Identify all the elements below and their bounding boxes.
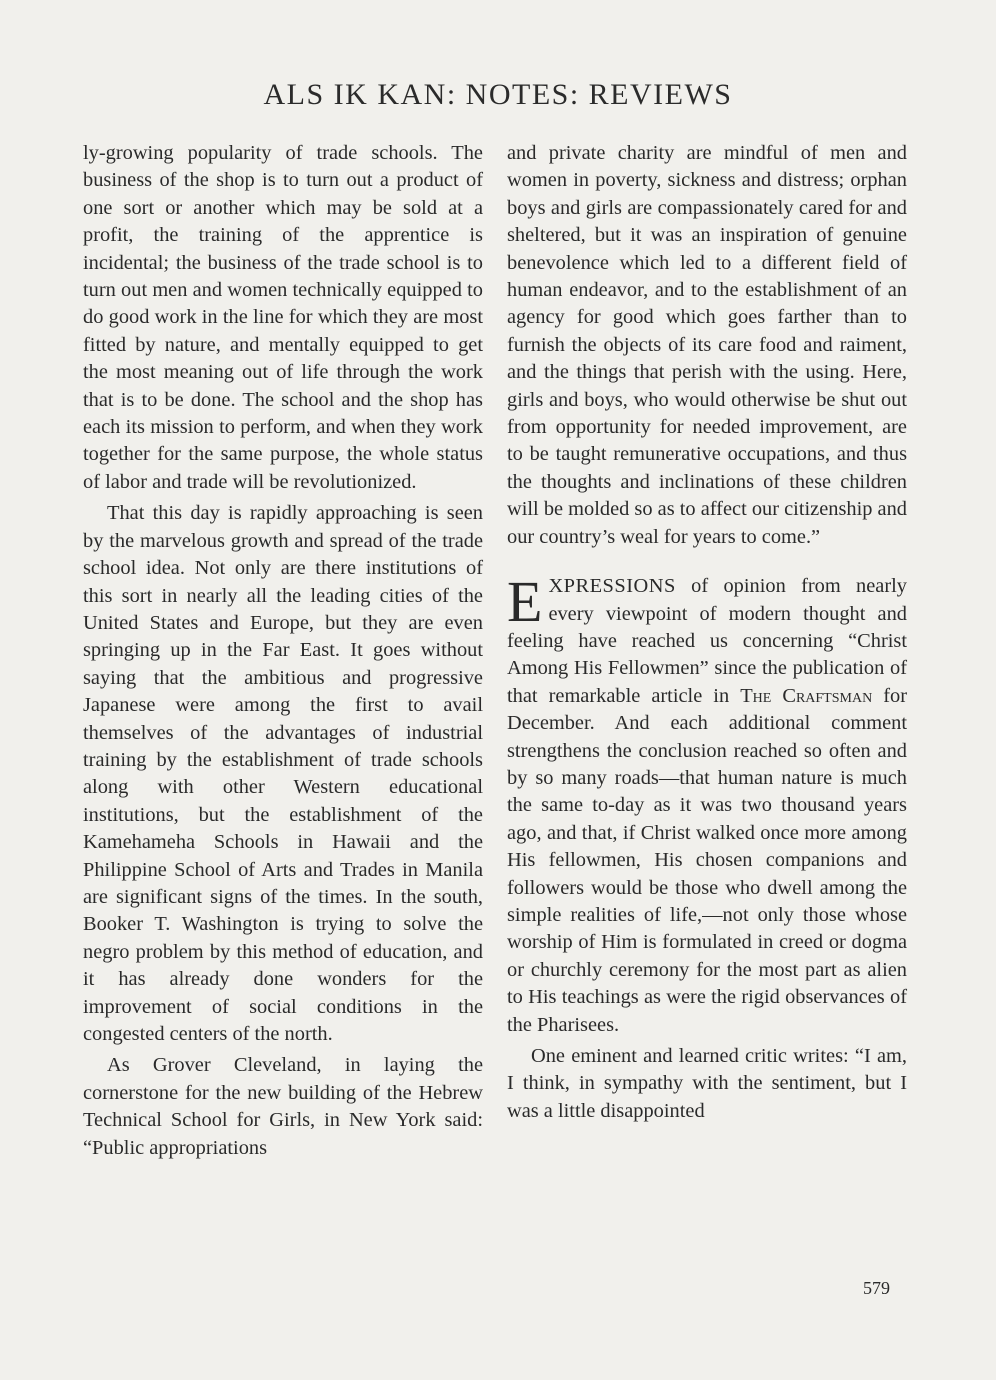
- running-title: ALS IK KAN: NOTES: REVIEWS: [263, 78, 733, 111]
- left-paragraph-2: That this day is rapidly approaching is seen by the marvelous growth and spread of the trade school idea. Not only are there institutions of this sort in nearly all the leading cities of the United States and Europe, but they are even springing up in the Far East. It goes without saying that the ambitious and progressive Japanese were among the first to avail themselves of the advantages of industrial training by the establishment of trade schools along with other Western educational institutions, but the establishment of the Kamehameha Schools in Hawaii and the Philippine School of Arts and Trades in Manila are significant signs of the times. In the south, Booker T. Washington is trying to solve the negro problem by this method of education, and it has already done wonders for the improvement of social conditions in the congested centers of the north.: [83, 502, 483, 1045]
- left-paragraph-1: ly-growing popularity of trade schools. The business of the shop is to turn out a product of one sort or another which may be sold at a profit, the training of the apprentice is incidental; the business of the trade school is to turn out men and women technically equipped to do good work in the line for which they are most fitted by nature, and mentally equipped to get the most meaning out of life through the work that is to be done. The school and the shop has each its mission to perform, and when they work together for the same purpose, the whole status of labor and trade will be revolutionized.: [83, 142, 483, 493]
- paragraph-text-b: for December. And each additional comment strengthens the conclusion reached so often and by so many roads—that human nature is much the same to-day as it was two thousand years ago, and that, if Christ walked once more among His fellowmen, His chosen companions and followers would be those who dwell among the simple realities of life,—not only those whose worship of Him is formulated in creed or dogma or churchly ceremony for the most part as alien to His teachings as were the rigid observances of the Pharisees.: [507, 684, 908, 1036]
- left-column: [83, 140, 483, 1162]
- right-paragraph-3: One eminent and learned critic writes: “I am, I think, in sympathy with the sentiment, but I was a little disappointed: [507, 1045, 907, 1122]
- right-column: [507, 140, 907, 1125]
- magazine-title: The Craftsman: [740, 684, 873, 707]
- right-paragraph-1: and private charity are mindful of men and women in poverty, sickness and distress; orphan boys and girls are compassionately cared for and sheltered, but it was an inspiration of genuine benevolence which led to a different field of human endeavor, and to the establishment of an agency for good which goes farther than to furnish the objects of its care food and raiment, and the things that perish with the using. Here, girls and boys, who would otherwise be shut out from opportunity for needed improvement, are to be taught remunerative occupations, and thus the thoughts and inclinations of these children will be molded so as to affect our citizenship and our country’s weal for years to come.”: [507, 142, 907, 548]
- lead-in-caps: XPRESSIONS: [548, 575, 676, 598]
- drop-cap: E: [507, 569, 543, 635]
- left-paragraph-3: As Grover Cleveland, in laying the cornerstone for the new building of the Hebrew Technical School for Girls, in New York said: “Public appropriations: [83, 1054, 483, 1159]
- right-paragraph-2: [507, 569, 908, 1039]
- page-number: 579: [863, 1278, 890, 1298]
- paragraph-text-a: of opinion from nearly every viewpoint of modern thought and feeling have reached us concerning “Christ Among His Fellowmen” since the publication of that remarkable article in: [507, 575, 907, 707]
